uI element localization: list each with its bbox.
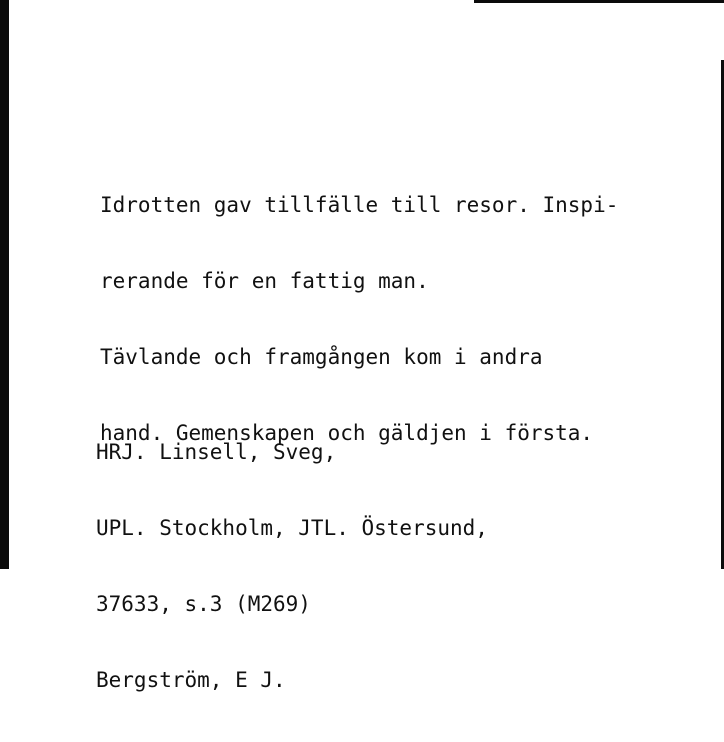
quote-line: Idrotten gav tillfälle till resor. Inspi- xyxy=(100,193,619,217)
collector-line: Bergström, E J. xyxy=(96,668,286,692)
record-metadata xyxy=(96,390,488,742)
scan-border-top xyxy=(474,0,724,3)
quote-line: hand. Gemenskapen och gäldjen i första. xyxy=(100,421,594,445)
scan-border-left xyxy=(0,0,9,569)
informant-line: HRJ. Linsell, Sveg, xyxy=(96,440,337,464)
location-line: UPL. Stockholm, JTL. Östersund, xyxy=(96,516,488,540)
quote-line: rerande för en fattig man. xyxy=(100,269,429,293)
quote-line: Tävlande och framgången kom i andra xyxy=(100,345,543,369)
reference-line: 37633, s.3 (M269) xyxy=(96,592,311,616)
